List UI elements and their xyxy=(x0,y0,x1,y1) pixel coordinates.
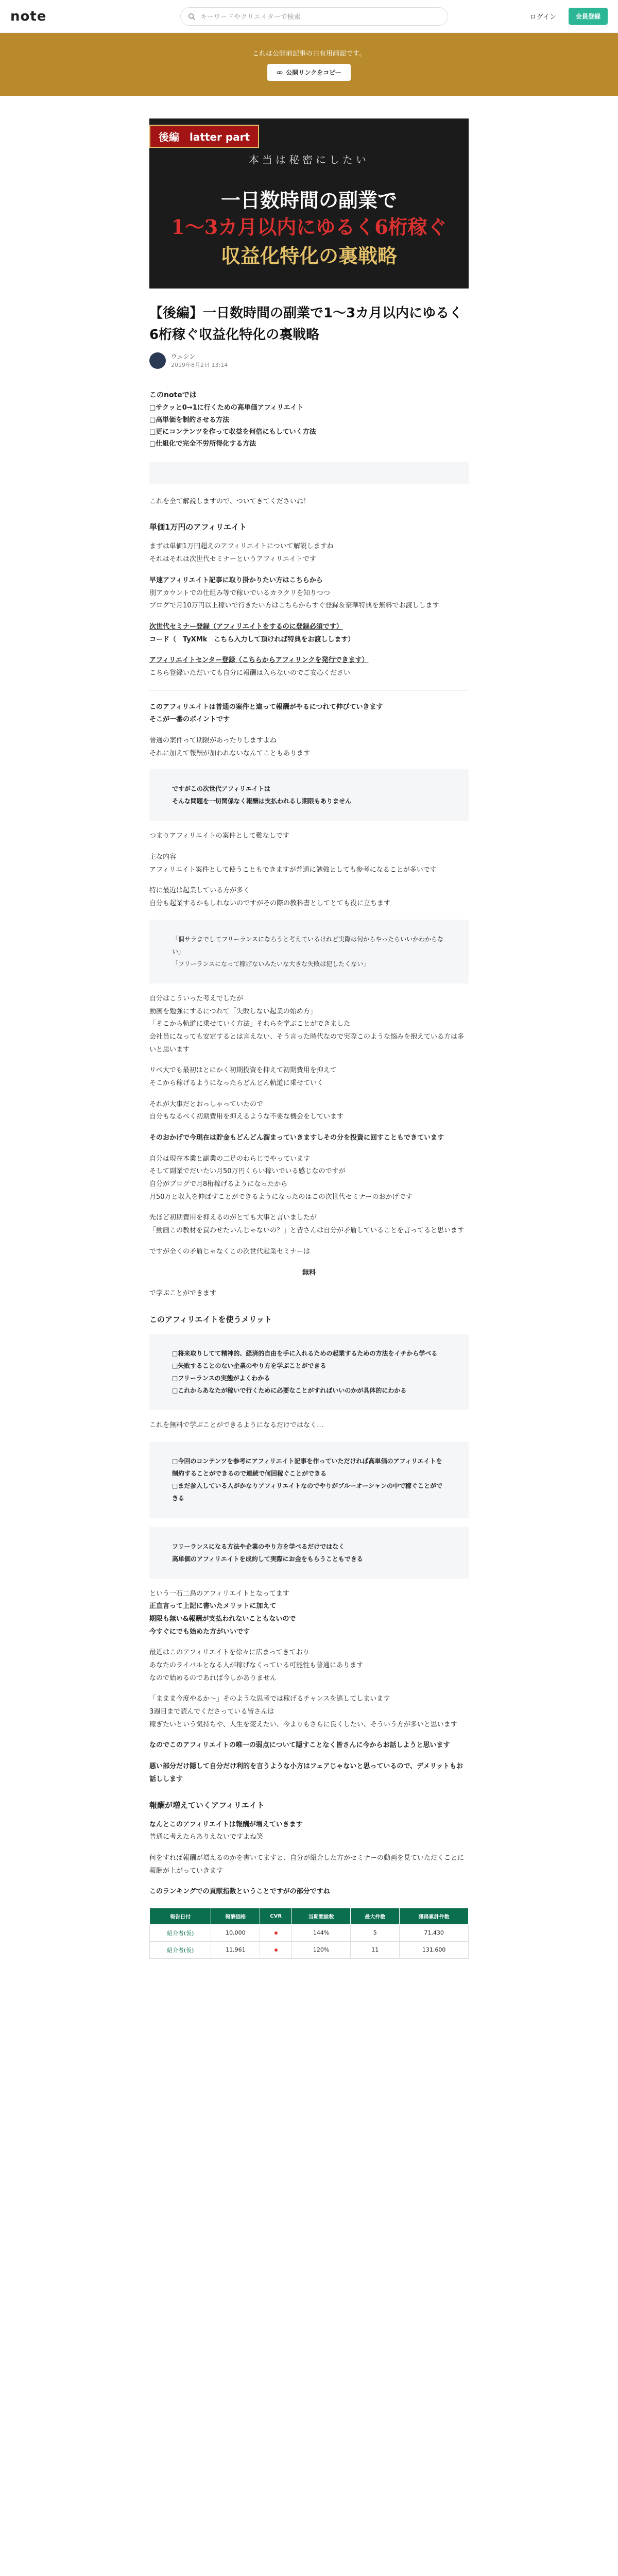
paragraph: 早速アフィリエイト記事に取り掛かりたい方はこちらから 別アカウントでの仕組み等で稼いでいるカラクリを知りつつ ブログで月10万円以上稼いで行きたい方はこちらからすぐ登録＆豪華特典を無料でお渡しします xyxy=(149,576,439,610)
section-heading: 報酬が増えていくアフィリエイト xyxy=(149,1800,265,1810)
link-icon xyxy=(277,70,283,76)
article-title: 【後編】一日数時間の副業で1～3カ月以内にゆるく6桁稼ぐ収益化特化の裏戦略 xyxy=(149,306,463,343)
divider xyxy=(149,690,469,691)
table-cell: 71,430 xyxy=(400,1924,469,1941)
table-header: CVR xyxy=(260,1908,292,1924)
paragraph: つまりアフィリエイトの案件として難なしです xyxy=(149,832,289,840)
hero-subtitle: 本当は秘密にしたい xyxy=(249,154,369,166)
paragraph: ですが全くの矛盾じゃなくこの次世代起業セミナーは xyxy=(149,1247,311,1256)
table-row xyxy=(150,1924,469,1941)
toc-item: □高単価を制約させる方法 xyxy=(149,416,230,424)
toc-item: □仕組化で完全不労所得化する方法 xyxy=(149,440,256,448)
publish-date: 2019年8月2日 13:14 xyxy=(171,362,228,369)
hero-image xyxy=(149,118,469,289)
paragraph: 主な内容 アフィリエイト案件として使うこともできますが普通に勉強としても参考になることが多いです xyxy=(149,853,437,874)
paragraph: 自分は現在本業と副業の二足のわらじでやっています そして副業でだいたい月50万円くらい稼いでいる感じなのですが 自分がブログで月8桁稼げるようになったから 月50万と収入を伸ばすことができるようになったのはこの次世代セミナーのおかげです xyxy=(149,1155,413,1201)
article xyxy=(149,96,469,1959)
quote-box: 「個サラまでしてフリーランスになろうと考えているけれど実際は何からやったらいいかわからない」 「フリーランスになって稼げないみたいな大きな失敗は犯したくない」 xyxy=(149,920,469,984)
toc-item: □更にコンテンツを作って収益を何倍にもしていく方法 xyxy=(149,428,316,436)
status-dot-icon xyxy=(274,1948,278,1952)
status-dot-icon xyxy=(274,1931,278,1935)
site-header xyxy=(0,0,618,33)
table-header: 獲得累計件数 xyxy=(400,1908,469,1924)
affiliate-link[interactable]: アフィリエイトセンター登録（こちらからアフィリンクを発行できます） こちら登録いただいても自分に報酬は入らないのでご安心ください xyxy=(149,656,369,677)
merit-list-2: □今回のコンテンツを参考にアフィリエイト記事を作っていただければ高単価のアフィリエイトを制約することができるので連続で何回稼ぐことができる □まだ参入している人がかなりアフィリエイトなのでやりがブルーオーシャンの中で稼ぐことができる xyxy=(149,1442,469,1518)
paragraph: 最近はこのアフィリエイトを徐々に広まってきており あなたのライバルとなる人が稼げなくっている可能性も普通にあります なので始めるのであれば今しかありません xyxy=(149,1649,364,1682)
table-cell: 131,600 xyxy=(400,1941,469,1958)
paragraph: 自分はこういった考えでしたが 動画を勉強にするにつれて「失敗しない起業の始め方」 「そこから軌道に乗せていく方法」それらを学ぶことができました 会社員になっても安定するとは言えない、そう言った時代なので実際このような悩みを抱えている方は多いと思います xyxy=(149,994,465,1054)
ranking-table xyxy=(149,1908,469,1959)
note-logo[interactable]: note xyxy=(10,8,47,24)
table-cell xyxy=(260,1941,292,1958)
section-heading: このアフィリエイトを使うメリット xyxy=(149,1314,272,1324)
table-header: 報告日付 xyxy=(150,1908,211,1924)
hero-tag: 後編 latter part xyxy=(149,125,259,148)
paragraph: なんとこのアフィリエイトは報酬が増えていきます 普通に考えたらありえないですよね笑 xyxy=(149,1820,303,1841)
table-header: 当期間総数 xyxy=(291,1908,350,1924)
toc-item: □サクッと0→1に行くための高単価アフィリエイト xyxy=(149,404,304,412)
author-info xyxy=(149,352,469,369)
hero-line-2: 1～3カ月以内にゆるく6桁稼ぐ xyxy=(171,215,447,239)
quote-box: ですがこの次世代アフィリエイトは そんな問題を一切関係なく報酬は支払われるし期限もありません xyxy=(149,769,469,821)
emphasis: このランキングでの貢献指数ということですがの部分ですね xyxy=(149,1888,330,1896)
paragraph: 「ままま今度やるか～」そのような思考では稼げるチャンスを逃してしまいます 3週目まで読んでくださっている皆さんは 稼ぎたいという気持ちや、人生を変えたい、今よりもさらに良くしたい、そういう方が多いと思います xyxy=(149,1695,457,1728)
author-name[interactable]: ウェシン xyxy=(171,353,196,361)
paragraph: という一石二鳥のアフィリエイトとなってます 正直言って上記に書いたメリットに加えて 期限も無い&報酬が支払われないこともないので 今すぐにでも始めた方がいいです xyxy=(149,1589,296,1636)
search-input[interactable] xyxy=(180,7,448,26)
search-placeholder: キーワードやクリエイターで検索 xyxy=(200,13,301,21)
paragraph: 何をすれば報酬が増えるのかを書いてますと、自分が紹介した方がセミナーの動画を見ていただくことに報酬が上がっていきます xyxy=(149,1854,465,1875)
table-cell: 120% xyxy=(291,1941,350,1958)
toc-heading: このnoteでは xyxy=(149,391,197,400)
signup-button[interactable]: 会員登録 xyxy=(569,8,608,25)
section-heading: 単価1万円のアフィリエイト xyxy=(149,522,247,532)
search-icon xyxy=(188,13,195,20)
toc-list xyxy=(149,402,469,450)
preview-banner-text: これは公開前記事の共有用画面です。 xyxy=(252,50,366,58)
free-word: 無料 xyxy=(302,1268,316,1277)
table-cell: 5 xyxy=(351,1924,400,1941)
preview-banner xyxy=(0,33,618,96)
hero-line-3: 収益化特化の裏戦略 xyxy=(220,244,397,267)
paragraph: リベ大でも最初はとにかく初期投資を抑えて初期費用を抑えて そこから稼げるようになったらどんどん軌道に乗せていく xyxy=(149,1066,337,1087)
table-cell[interactable]: 紹介者(仮) xyxy=(150,1941,211,1958)
merit-list: □将来取りしてて精神的、経済的自由を手に入れるための起業するための方法をイチから学べる □失敗することのない企業のやり方を学ぶことができる □フリーランスの実態がよくわかる □これからあなたが稼いで行くために必要なことがすればいいのかが具体的にわかる xyxy=(149,1334,469,1410)
avatar[interactable] xyxy=(149,352,166,369)
embed-placeholder xyxy=(149,462,469,484)
emphasis: 悪い部分だけ隠して自分だけ利的を言うような小方はフェアじゃないと思っているので、デメリットもお話しします xyxy=(149,1762,464,1783)
paragraph: 普通の案件って期限があったりしますよね それに加えて報酬が加われないなんてこともあります xyxy=(149,737,311,757)
table-cell: 11,961 xyxy=(211,1941,260,1958)
paragraph: で学ぶことができます xyxy=(149,1290,217,1298)
paragraph: 先ほど初期費用を抑えるのがとても大事と言いましたが 「動画この教材を買わせたいんじゃないの？」と皆さんは自分が矛盾していることを言ってると思います xyxy=(149,1214,465,1235)
registration-link[interactable]: 次世代セミナー登録（アフィリエイトをするのに登録必須です） コード（ TyXMk こちら入力して頂ければ特典をお渡しします） xyxy=(149,622,355,643)
emphasis: このアフィリエイトは普通の案件と違って報酬がやるにつれて伸びていきます そこが一番のポイントです xyxy=(149,703,383,724)
table-cell xyxy=(260,1924,292,1941)
table-row xyxy=(150,1941,469,1958)
table-cell: 144% xyxy=(291,1924,350,1941)
table-header: 報酬価格 xyxy=(211,1908,260,1924)
table-cell: 11 xyxy=(351,1941,400,1958)
copy-link-label: 公開リンクをコピー xyxy=(286,69,341,76)
paragraph: まずは単価1万円超えのアフィリエイトについて解説しますね それはそれは次世代セミナーというアフィリエイトです xyxy=(149,543,334,564)
emphasis: なのでこのアフィリエイトの唯一の弱点について隠すことなく皆さんに今からお話しようと思います xyxy=(149,1741,450,1750)
intro-text: これを全て解説しますので、ついてきてくださいね！ xyxy=(149,497,310,505)
table-cell[interactable]: 紹介者(仮) xyxy=(150,1924,211,1941)
login-button[interactable]: ログイン xyxy=(529,13,556,21)
table-header: 最大件数 xyxy=(351,1908,400,1924)
hero-line-1: 一日数時間の副業で xyxy=(220,189,397,212)
copy-link-button[interactable] xyxy=(267,64,350,81)
paragraph: これを無料で学ぶことができるようになるだけではなく… xyxy=(149,1421,324,1429)
emphasis: そのおかげで今現在は貯金もどんどん溜まっていきますしその分を投資に回すこともできています xyxy=(149,1134,444,1142)
table-cell: 10,000 xyxy=(211,1924,260,1941)
paragraph: 特に最近は起業している方が多く 自分も起業するかもしれないのですがその際の教科書としてとても役に立ちます xyxy=(149,887,391,908)
paragraph: それが大事だとおっしゃっていたので 自分もなるべく初期費用を抑えるような不要な機会をしています xyxy=(149,1100,344,1121)
quote-box: フリーランスになる方法や企業のやり方を学べるだけではなく 高単価のアフィリエイトを成約して実際にお金をもらうこともできる xyxy=(149,1527,469,1579)
